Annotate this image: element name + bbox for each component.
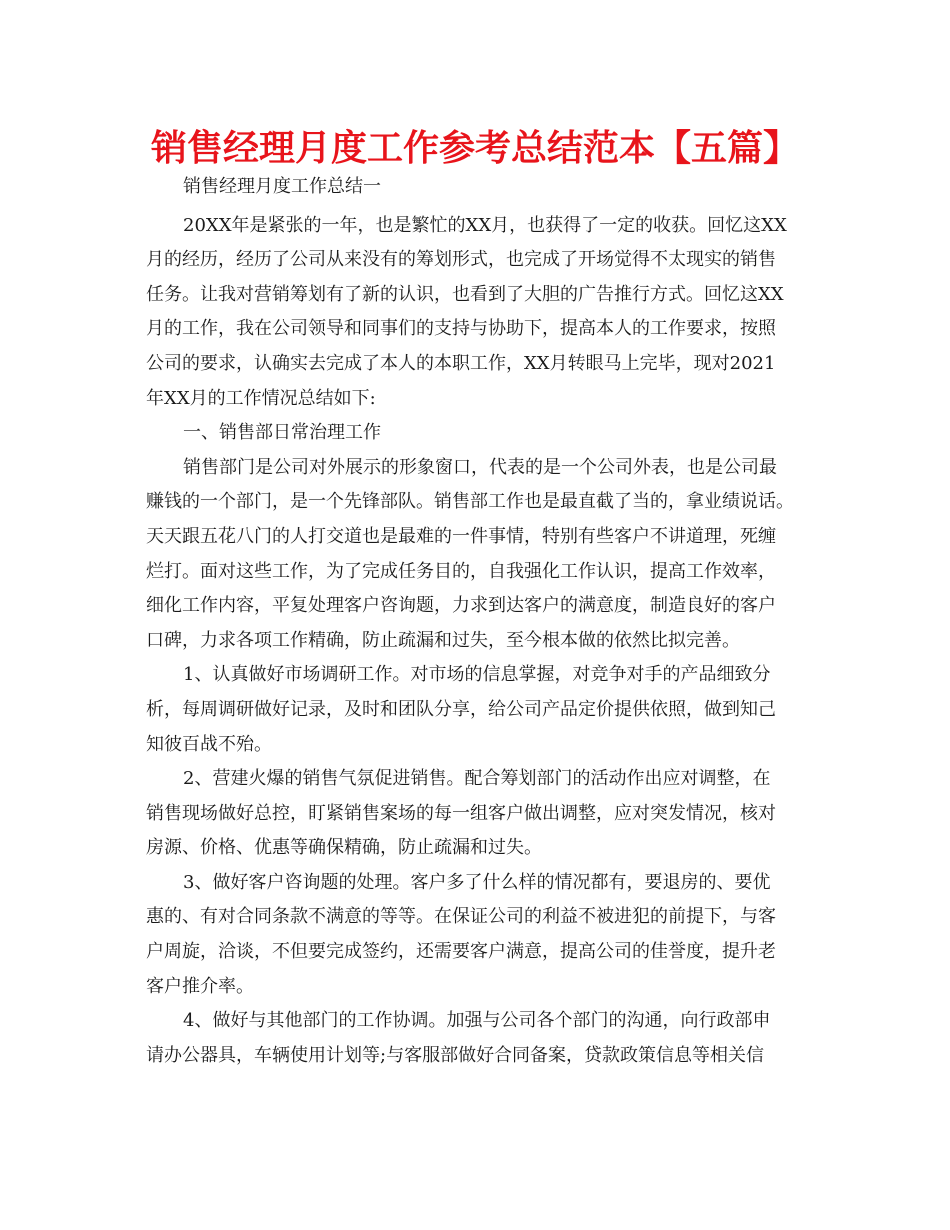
list-item-line: 3、做好客户咨询题的处理。客户多了什么样的情况都有，要退房的、要优: [183, 871, 771, 893]
list-item-line: 2、营建火爆的销售气氛促进销售。配合筹划部门的活动作出应对调整，在: [183, 768, 771, 790]
list-item-line: 知彼百战不殆。: [146, 733, 272, 755]
section-heading: 销售经理月度工作总结一: [183, 176, 381, 197]
paragraph-line: 20XX年是紧张的一年，也是繁忙的XX月，也获得了一定的收获。回忆这XX: [183, 214, 787, 236]
list-item-line: 销售现场做好总控，盯紧销售案场的每一组客户做出调整，应对突发情况，核对: [146, 802, 776, 824]
paragraph-line: 细化工作内容，平复处理客户咨询题，力求到达客户的满意度，制造良好的客户: [146, 595, 776, 617]
paragraph-line: 公司的要求，认确实去完成了本人的本职工作，XX月转眼马上完毕，现对2021: [146, 352, 776, 374]
paragraph-line: 月的工作，我在公司领导和同事们的支持与协助下，提高本人的工作要求，按照: [146, 318, 776, 340]
list-item-line: 房源、价格、优惠等确保精确，防止疏漏和过失。: [146, 837, 542, 859]
document-body: [146, 170, 806, 1073]
paragraph-line: 销售部门是公司对外展示的形象窗口，代表的是一个公司外表，也是公司最: [183, 456, 777, 478]
document-title: 销售经理月度工作参考总结范本【五篇】: [150, 127, 799, 169]
paragraph-line: 月的经历，经历了公司从来没有的筹划形式，也完成了开场觉得不太现实的销售: [146, 249, 776, 271]
list-item-line: 1、认真做好市场调研工作。对市场的信息掌握，对竞争对手的产品细致分: [183, 664, 771, 686]
list-item-line: 析，每周调研做好记录，及时和团队分享，给公司产品定价提供依照，做到知己: [146, 698, 776, 720]
list-item-line: 惠的、有对合同条款不满意的等等。在保证公司的利益不被进犯的前提下，与客: [146, 906, 776, 928]
paragraph-line: 口碑，力求各项工作精确，防止疏漏和过失，至今根本做的依然比拟完善。: [146, 629, 740, 651]
list-item-line: 4、做好与其他部门的工作协调。加强与公司各个部门的沟通，向行政部申: [183, 1010, 771, 1032]
list-item-line: 户周旋，洽谈，不但要完成签约，还需要客户满意，提高公司的佳誉度，提升老: [146, 941, 776, 963]
paragraph-line: 天天跟五花八门的人打交道也是最难的一件事情，特别有些客户不讲道理，死缠: [146, 525, 776, 547]
paragraph-line: 任务。让我对营销筹划有了新的认识，也看到了大胆的广告推行方式。回忆这XX: [146, 283, 784, 305]
paragraph-line: 烂打。面对这些工作，为了完成任务目的，自我强化工作认识，提高工作效率，: [146, 560, 776, 582]
list-item-line: 请办公器具，车辆使用计划等;与客服部做好合同备案，贷款政策信息等相关信: [146, 1044, 765, 1066]
section-heading: 一、销售部日常治理工作: [183, 422, 381, 444]
list-item-line: 客户推介率。: [146, 975, 254, 997]
paragraph-line: 年XX月的工作情况总结如下:: [146, 387, 376, 409]
paragraph-line: 赚钱的一个部门，是一个先锋部队。销售部工作也是最直截了当的，拿业绩说话。: [146, 491, 794, 513]
